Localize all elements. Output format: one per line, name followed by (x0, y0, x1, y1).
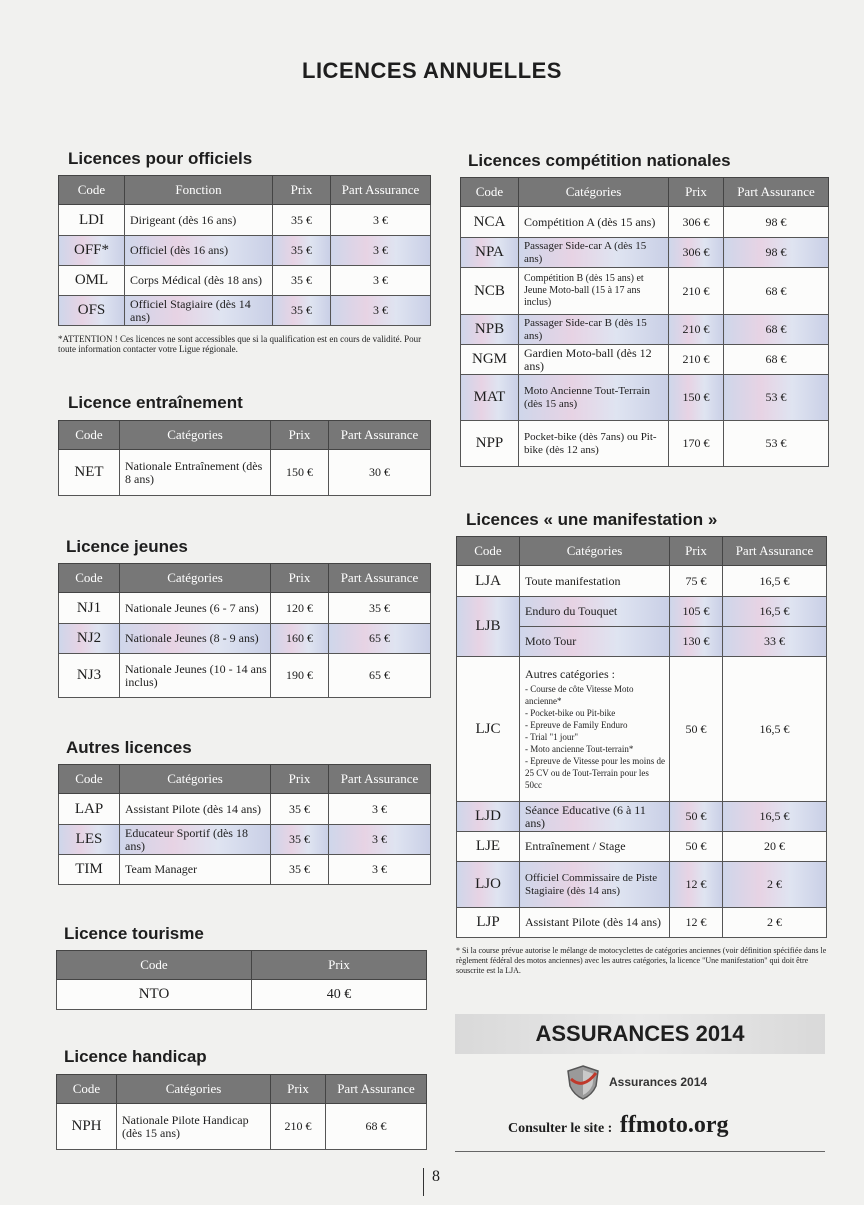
jeunes-heading: Licence jeunes (66, 537, 188, 556)
tourisme-table: Code Prix NTO 40 € (56, 950, 427, 1010)
table-row: LJP Assistant Pilote (dès 14 ans) 12 € 2 € (457, 908, 827, 938)
logo-text: Assurances 2014 (609, 1075, 708, 1089)
officiels-table (58, 175, 431, 326)
table-row: LJO Officiel Commissaire de Piste Stagiaire (dès 14 ans) 12 € 2 € (457, 862, 827, 908)
site-link[interactable]: ffmoto.org (619, 1112, 729, 1138)
table-row: NGM Gardien Moto-ball (dès 12 ans) 210 € 68 € (461, 345, 829, 375)
consult-line (508, 1112, 728, 1139)
table-row: MAT Moto Ancienne Tout-Terrain (dès 15 ans) 150 € 53 € (461, 375, 829, 421)
entrainement-table: Code Catégories Prix Part Assurance NET Nationale Entraînement (dès 8 ans) 150 € 30 € (58, 420, 431, 496)
list-item: - Moto ancienne Tout-terrain* (525, 743, 634, 754)
list-item: - Trial "1 jour" (525, 731, 579, 742)
col-fonction: Fonction (125, 176, 273, 205)
col-assurance: Part Assurance (331, 176, 431, 205)
list-item: - Epreuve de Vitesse pour les moins de 25 CV ou de Tout-Terrain pour les 50cc (525, 755, 666, 790)
page-title: LICENCES ANNUELLES (302, 58, 562, 83)
ljc-list (525, 683, 667, 791)
table-row: LDI Dirigeant (dès 16 ans) 35 € 3 € (59, 205, 431, 236)
table-row: LAP Assistant Pilote (dès 14 ans) 35 € 3 € (59, 794, 431, 825)
table-row: NET Nationale Entraînement (dès 8 ans) 150 € 30 € (59, 450, 431, 496)
table-row: NPP Pocket-bike (dès 7ans) ou Pit-bike (dès 12 ans) 170 € 53 € (461, 421, 829, 467)
handicap-heading: Licence handicap (64, 1047, 207, 1066)
entrainement-heading: Licence entraînement (68, 393, 243, 412)
list-item: - Pocket-bike ou Pit-bike (525, 707, 616, 718)
manifestation-note: * Si la course prévue autorise le mélange de motocyclettes de catégories anciennes (voir définition spécifiée dans le règlement fédéral des motos anciennes) avec les autres catégories, la licence "Une manifestation" qui doit être souscrite est la LJA. (456, 946, 827, 975)
officiels-note: *ATTENTION ! Ces licences ne sont accessibles que si la qualification est en cours de validité. Pour toute information contacter votre Ligue régionale. (58, 334, 422, 354)
table-row: LJB Enduro du Touquet 105 € 16,5 € (457, 597, 827, 627)
page-number: 8 (432, 1168, 440, 1185)
manifestation-table: Code Catégories Prix Part Assurance LJA Toute manifestation 75 € 16,5 € LJB Enduro du Touquet 105 € 16,5 € Moto Tour 130 € 33 € LJC Autres catégories : - Course de côte Vitesse Moto ancienne* - Pocket-bike ou Pit-bike - Epreuve de Family Enduro - Trial "1 jour" - Moto ancienne Tout-terrain* - Epreuve de Vitesse pour les moins de 25 CV ou de Tout-Terrain pour les 50cc 50 € 16,5 € LJD Séance Educative (6 à 11 ans) 50 € 16,5 € LJE Entraînement / Stage 50 € 20 € LJO Officiel Commissaire de Piste Stagiaire (dès 14 ans) 12 € 2 € LJP Assistant Pilote (dès 14 ans) 12 € 2 € (456, 536, 827, 938)
table-row: NCB Compétition B (dès 15 ans) et Jeune Moto-ball (15 à 17 ans inclus) 210 € 68 € (461, 268, 829, 315)
ljc-title: Autres catégories : (525, 666, 615, 681)
table-row: NTO 40 € (57, 980, 427, 1010)
table-row: OFS Officiel Stagiaire (dès 14 ans) 35 € 3 € (59, 296, 431, 326)
table-row: LES Educateur Sportif (dès 18 ans) 35 € 3 € (59, 825, 431, 855)
handicap-table: Code Catégories Prix Part Assurance NPH Nationale Pilote Handicap (dès 15 ans) 210 € 68 € (56, 1074, 427, 1150)
competition-heading: Licences compétition nationales (468, 151, 731, 170)
manifestation-heading: Licences « une manifestation » (466, 510, 718, 529)
table-row: NJ2 Nationale Jeunes (8 - 9 ans) 160 € 65 € (59, 624, 431, 654)
officiels-heading: Licences pour officiels (68, 149, 253, 168)
table-row: LJE Entraînement / Stage 50 € 20 € (457, 832, 827, 862)
table-row: NPB Passager Side-car B (dès 15 ans) 210 € 68 € (461, 315, 829, 345)
table-row: NPH Nationale Pilote Handicap (dès 15 ans) 210 € 68 € (57, 1104, 427, 1150)
table-row: OFF* Officiel (dès 16 ans) 35 € 3 € (59, 236, 431, 266)
col-prix: Prix (273, 176, 331, 205)
page-number-divider (423, 1168, 424, 1196)
table-row: LJD Séance Educative (6 à 11 ans) 50 € 16,5 € (457, 802, 827, 832)
table-row: TIM Team Manager 35 € 3 € (59, 855, 431, 885)
table-row: Moto Tour 130 € 33 € (457, 627, 827, 657)
table-row: NJ3 Nationale Jeunes (10 - 14 ans inclus) 190 € 65 € (59, 654, 431, 698)
table-row: NCA Compétition A (dès 15 ans) 306 € 98 € (461, 207, 829, 238)
table-row: NJ1 Nationale Jeunes (6 - 7 ans) 120 € 35 € (59, 593, 431, 624)
col-code: Code (59, 176, 125, 205)
jeunes-table: Code Catégories Prix Part Assurance NJ1 Nationale Jeunes (6 - 7 ans) 120 € 35 € NJ2 Nationale Jeunes (8 - 9 ans) 160 € 65 € NJ3 Nationale Jeunes (10 - 14 ans inclus) 190 € 65 € (58, 563, 431, 698)
list-item: - Epreuve de Family Enduro (525, 719, 628, 730)
table-row: LJA Toute manifestation 75 € 16,5 € (457, 566, 827, 597)
consult-label: Consulter le site : (508, 1121, 613, 1136)
autres-heading: Autres licences (66, 738, 192, 757)
divider (455, 1151, 825, 1152)
list-item: - Course de côte Vitesse Moto ancienne* (525, 683, 634, 706)
tourisme-heading: Licence tourisme (64, 924, 204, 943)
autres-table: Code Catégories Prix Part Assurance LAP Assistant Pilote (dès 14 ans) 35 € 3 € LES Educateur Sportif (dès 18 ans) 35 € 3 € TIM Team Manager 35 € 3 € (58, 764, 431, 885)
assurances-heading: ASSURANCES 2014 (455, 1014, 825, 1054)
table-row: NPA Passager Side-car A (dès 15 ans) 306 € 98 € (461, 238, 829, 268)
shield-icon (565, 1064, 601, 1100)
competition-table: Code Catégories Prix Part Assurance NCA Compétition A (dès 15 ans) 306 € 98 € NPA Passager Side-car A (dès 15 ans) 306 € 98 € NCB Compétition B (dès 15 ans) et Jeune Moto-ball (15 à 17 ans inclus) 210 € 68 € NPB Passager Side-car B (dès 15 ans) 210 € 68 € NGM Gardien Moto-ball (dès 12 ans) 210 € 68 € MAT Moto Ancienne Tout-Terrain (dès 15 ans) 150 € 53 € NPP Pocket-bike (dès 7ans) ou Pit-bike (dès 12 ans) 170 € 53 € (460, 177, 829, 467)
table-row: LJC Autres catégories : - Course de côte Vitesse Moto ancienne* - Pocket-bike ou Pit-bike - Epreuve de Family Enduro - Trial "1 jour" - Moto ancienne Tout-terrain* - Epreuve de Vitesse pour les moins de 25 CV ou de Tout-Terrain pour les 50cc 50 € 16,5 € (457, 657, 827, 802)
table-row: OML Corps Médical (dès 18 ans) 35 € 3 € (59, 266, 431, 296)
assurances-logo[interactable] (565, 1064, 725, 1102)
